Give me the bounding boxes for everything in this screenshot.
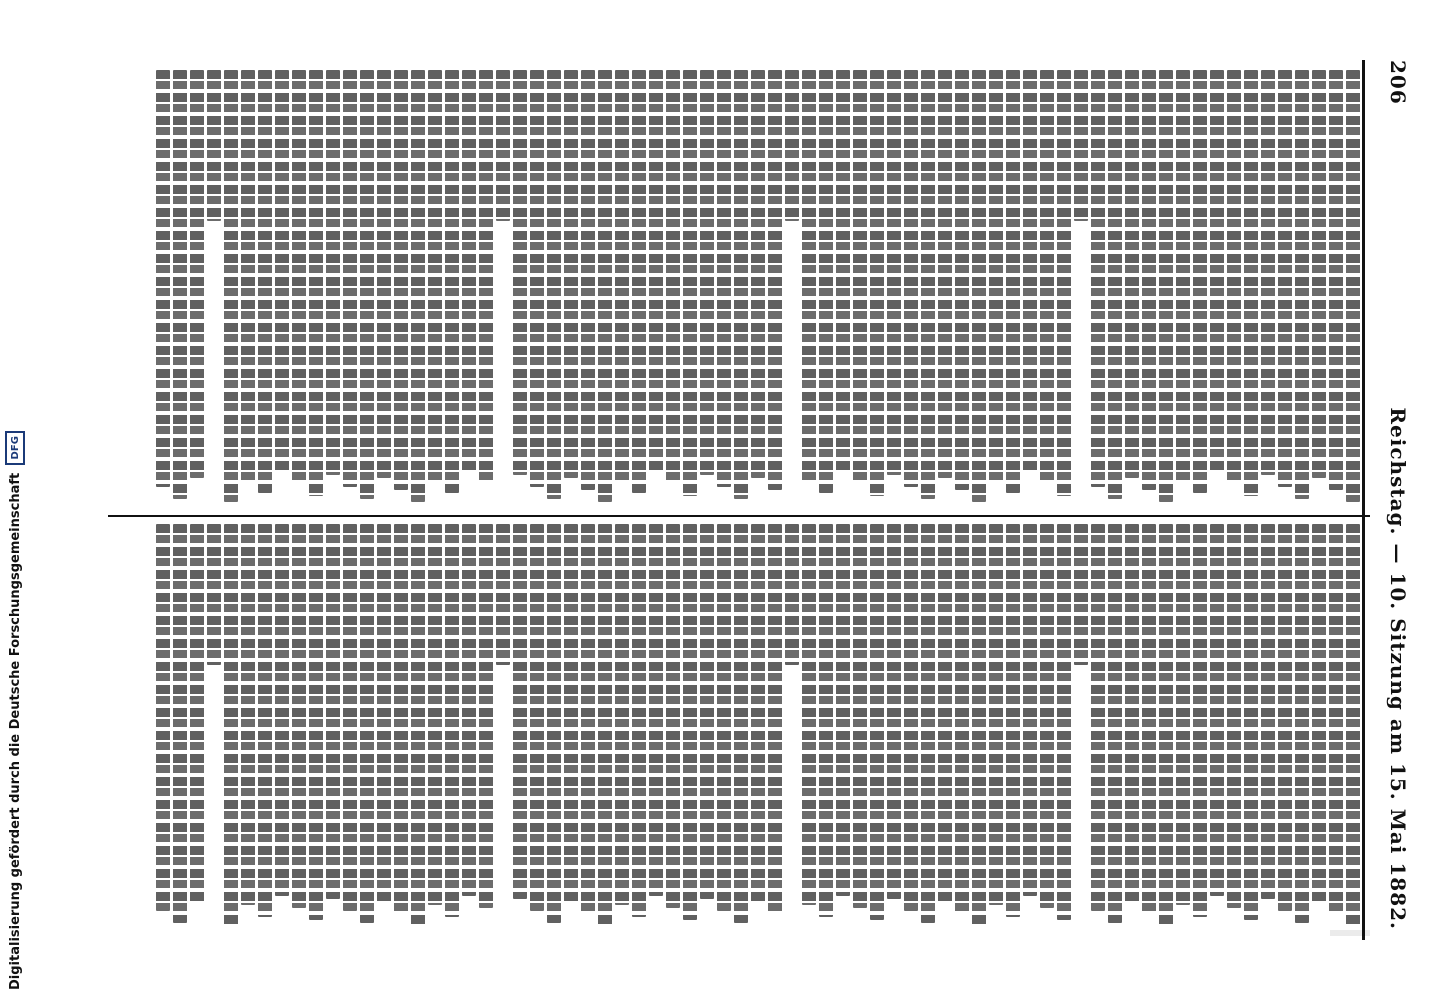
text-line bbox=[241, 70, 255, 481]
text-line bbox=[649, 524, 663, 896]
text-line bbox=[462, 524, 476, 896]
text-line bbox=[666, 70, 680, 484]
text-line bbox=[1261, 524, 1275, 899]
text-line bbox=[241, 524, 255, 905]
text-line bbox=[751, 524, 765, 902]
text-line bbox=[1312, 524, 1326, 902]
text-line bbox=[632, 524, 646, 917]
text-line bbox=[1346, 524, 1360, 926]
text-line bbox=[1227, 70, 1241, 484]
text-line bbox=[1295, 70, 1309, 499]
text-line bbox=[377, 70, 391, 478]
text-line bbox=[309, 524, 323, 920]
text-line bbox=[1142, 524, 1156, 914]
text-line bbox=[598, 70, 612, 502]
text-line bbox=[938, 524, 952, 902]
text-line bbox=[1295, 524, 1309, 923]
text-line bbox=[819, 524, 833, 917]
text-line bbox=[1329, 70, 1343, 490]
text-line bbox=[768, 70, 782, 490]
text-line bbox=[921, 70, 935, 499]
text-line bbox=[1006, 524, 1020, 917]
text-line bbox=[156, 70, 170, 487]
text-line bbox=[496, 524, 510, 665]
text-line bbox=[734, 524, 748, 923]
text-line bbox=[819, 70, 833, 493]
running-head: Reichstag. — 10. Sitzung am 15. Mai 1882. bbox=[1386, 407, 1410, 930]
text-line bbox=[547, 524, 561, 923]
text-line bbox=[581, 524, 595, 914]
text-line bbox=[428, 70, 442, 481]
text-line bbox=[1278, 524, 1292, 911]
dfg-logo: DFG bbox=[5, 431, 25, 465]
text-line bbox=[598, 524, 612, 926]
text-line bbox=[360, 524, 374, 923]
text-line bbox=[802, 524, 816, 905]
text-line bbox=[1329, 524, 1343, 914]
text-line bbox=[836, 70, 850, 472]
text-column-1 bbox=[120, 70, 1360, 510]
text-line bbox=[445, 70, 459, 493]
text-line bbox=[360, 70, 374, 499]
text-line bbox=[1125, 524, 1139, 902]
text-line bbox=[632, 70, 646, 493]
text-line bbox=[190, 524, 204, 902]
text-line bbox=[1176, 70, 1190, 481]
text-line bbox=[1057, 524, 1071, 920]
text-line bbox=[1108, 524, 1122, 923]
text-line bbox=[394, 524, 408, 914]
text-line bbox=[802, 70, 816, 481]
text-line bbox=[870, 524, 884, 920]
text-line bbox=[938, 70, 952, 478]
text-line bbox=[513, 70, 527, 475]
text-line bbox=[615, 70, 629, 481]
text-line bbox=[411, 70, 425, 502]
text-line bbox=[904, 524, 918, 911]
text-line bbox=[1176, 524, 1190, 905]
text-line bbox=[1210, 524, 1224, 896]
text-line bbox=[1210, 70, 1224, 472]
text-line bbox=[258, 70, 272, 493]
text-line bbox=[462, 70, 476, 472]
text-line bbox=[972, 70, 986, 502]
scan-artifact bbox=[1330, 930, 1370, 936]
credit-text: Digitalisierung gefördert durch die Deutsche Forschungsgemeinschaft bbox=[7, 472, 23, 990]
text-line bbox=[1159, 524, 1173, 926]
text-line bbox=[1074, 524, 1088, 665]
text-line bbox=[853, 524, 867, 908]
text-line bbox=[1125, 70, 1139, 478]
text-line bbox=[1193, 524, 1207, 917]
text-line bbox=[785, 524, 799, 665]
digitization-credit bbox=[4, 40, 26, 990]
text-line bbox=[1040, 524, 1054, 908]
text-line bbox=[445, 524, 459, 917]
text-line bbox=[292, 70, 306, 484]
text-line bbox=[972, 524, 986, 926]
text-line bbox=[1057, 70, 1071, 496]
text-line bbox=[683, 70, 697, 496]
text-line bbox=[989, 524, 1003, 905]
text-line bbox=[1261, 70, 1275, 475]
text-line bbox=[530, 524, 544, 911]
text-line bbox=[326, 70, 340, 475]
text-line bbox=[1159, 70, 1173, 502]
text-line bbox=[921, 524, 935, 923]
text-line bbox=[224, 70, 238, 502]
text-line bbox=[1108, 70, 1122, 499]
text-line bbox=[479, 524, 493, 908]
text-line bbox=[411, 524, 425, 926]
text-line bbox=[836, 524, 850, 896]
text-line bbox=[768, 524, 782, 914]
text-line bbox=[224, 524, 238, 926]
text-line bbox=[989, 70, 1003, 481]
text-line bbox=[207, 524, 221, 665]
text-line bbox=[887, 70, 901, 475]
text-line bbox=[547, 70, 561, 499]
text-line bbox=[853, 70, 867, 484]
text-line bbox=[870, 70, 884, 496]
text-line bbox=[955, 70, 969, 490]
text-line bbox=[785, 70, 799, 221]
text-line bbox=[751, 70, 765, 478]
text-line bbox=[1006, 70, 1020, 493]
text-line bbox=[1023, 70, 1037, 472]
text-line bbox=[1040, 70, 1054, 484]
text-line bbox=[496, 70, 510, 221]
text-line bbox=[564, 524, 578, 902]
text-line bbox=[887, 524, 901, 899]
text-line bbox=[207, 70, 221, 221]
text-line bbox=[564, 70, 578, 478]
text-line bbox=[326, 524, 340, 899]
text-line bbox=[1227, 524, 1241, 908]
header-rule bbox=[1362, 60, 1365, 940]
text-line bbox=[1346, 70, 1360, 502]
text-line bbox=[1312, 70, 1326, 478]
text-line bbox=[1244, 524, 1258, 920]
text-line bbox=[173, 524, 187, 923]
text-line bbox=[190, 70, 204, 478]
text-line bbox=[479, 70, 493, 484]
text-line bbox=[1023, 524, 1037, 896]
text-line bbox=[1091, 70, 1105, 487]
text-line bbox=[377, 524, 391, 902]
text-line bbox=[343, 524, 357, 911]
text-line bbox=[156, 524, 170, 911]
text-line bbox=[666, 524, 680, 908]
text-line bbox=[258, 524, 272, 917]
text-line bbox=[955, 524, 969, 914]
text-line bbox=[394, 70, 408, 490]
text-line bbox=[275, 524, 289, 896]
text-line bbox=[700, 70, 714, 475]
text-line bbox=[1142, 70, 1156, 490]
text-line bbox=[343, 70, 357, 487]
text-line bbox=[1074, 70, 1088, 221]
text-line bbox=[309, 70, 323, 496]
page-header bbox=[1378, 60, 1418, 930]
text-line bbox=[717, 524, 731, 911]
text-line bbox=[428, 524, 442, 905]
text-column-2 bbox=[120, 524, 1360, 934]
text-line bbox=[700, 524, 714, 899]
text-line bbox=[581, 70, 595, 490]
text-line bbox=[292, 524, 306, 908]
text-line bbox=[173, 70, 187, 499]
text-line bbox=[717, 70, 731, 487]
text-line bbox=[904, 70, 918, 487]
text-line bbox=[1193, 70, 1207, 493]
text-line bbox=[513, 524, 527, 899]
text-line bbox=[1278, 70, 1292, 487]
text-line bbox=[734, 70, 748, 499]
text-columns bbox=[110, 62, 1360, 938]
text-line bbox=[1244, 70, 1258, 496]
page-number: 206 bbox=[1386, 60, 1410, 105]
text-line bbox=[649, 70, 663, 472]
text-line bbox=[683, 524, 697, 920]
text-line bbox=[275, 70, 289, 472]
text-line bbox=[615, 524, 629, 905]
text-line bbox=[530, 70, 544, 487]
text-line bbox=[1091, 524, 1105, 911]
